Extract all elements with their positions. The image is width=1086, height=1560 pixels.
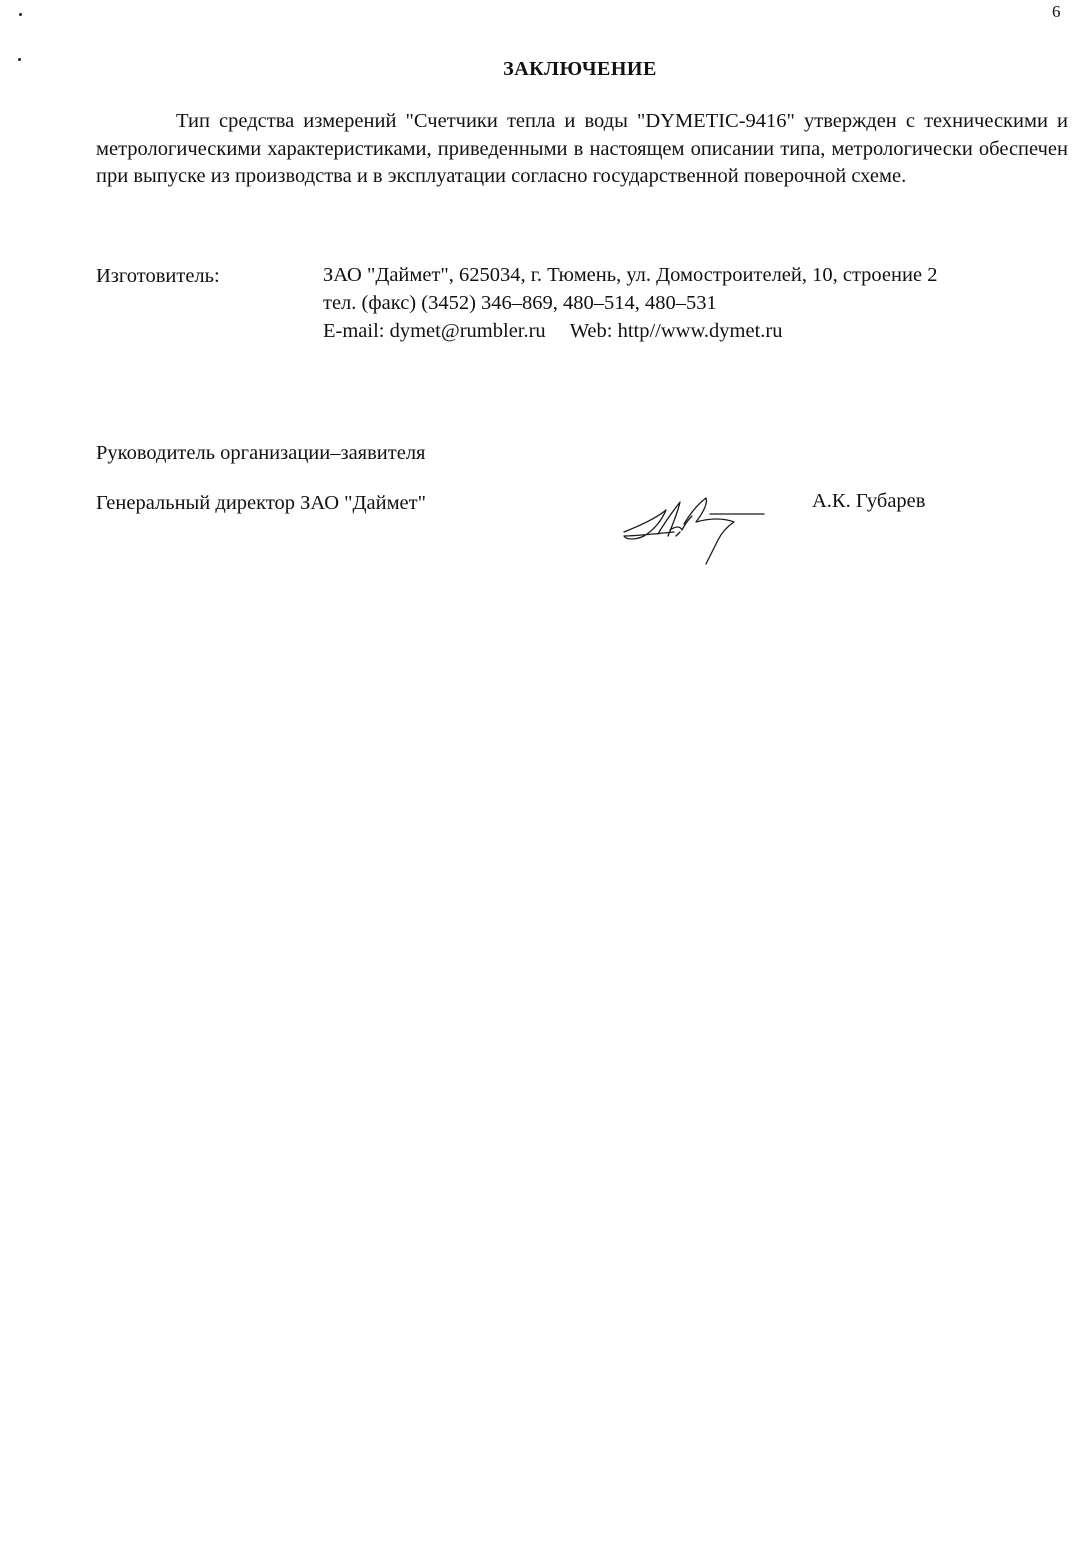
director-title: Генеральный директор ЗАО "Даймет" (96, 492, 426, 514)
head-title: Руководитель организации–заявителя (96, 442, 426, 464)
manufacturer-phone: тел. (факс) (3452) 346–869, 480–514, 480–531 (323, 292, 717, 314)
director-name: А.К. Губарев (812, 490, 926, 512)
manufacturer-contacts (323, 317, 937, 345)
manufacturer-address: ЗАО "Даймет", 625034, г. Тюмень, ул. Домостроителей, 10, строение 2 (323, 264, 938, 286)
page-number: 6 (1052, 2, 1061, 21)
scan-speck (19, 13, 22, 16)
manufacturer-email: E-mail: dymet@rumbler.ru (323, 320, 546, 342)
manufacturer-web: Web: http//www.dymet.ru (569, 320, 783, 342)
signature (614, 496, 784, 568)
manufacturer-label: Изготовитель: (96, 265, 220, 287)
conclusion-paragraph: Тип средства измерений "Счетчики тепла и воды "DYMETIC-9416" утвержден с техническими и метрологическими характеристиками, приведенными в настоящем описании типа, метрологически обеспечен при выпуске из производства и в эксплуатации согласно государственной поверочной схеме. (96, 110, 1068, 187)
page-title: ЗАКЛЮЧЕНИЕ (503, 58, 657, 80)
manufacturer-info (323, 261, 937, 345)
